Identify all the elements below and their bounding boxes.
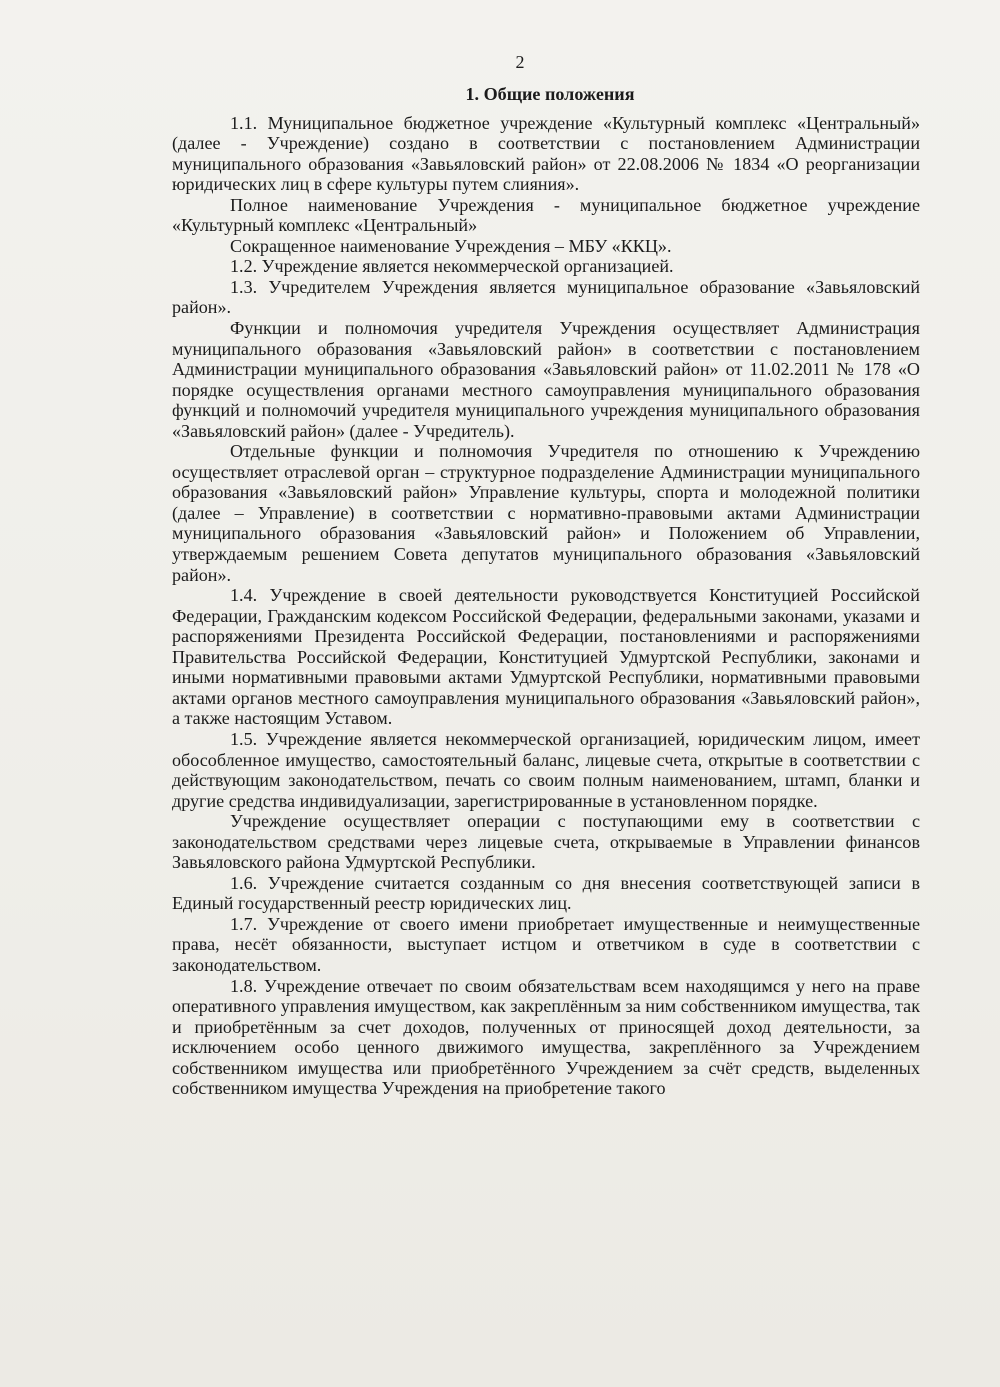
paragraph: 1.2. Учреждение является некоммерческой организацией. [230,256,674,277]
paragraph: 1.1. Муниципальное бюджетное учреждение «Культурный комплекс «Центральный» (далее - Учреждение) создано в соответствии с постановлением Администрации муниципального образования «Завьяловский район» от 22.08.2006 № 1834 «О реорганизации юридических лиц в сфере культуры путем слияния». [172,112,920,195]
paragraph: 1.4. Учреждение в своей деятельности руководствуется Конституцией Российской Федерации, Гражданским кодексом Российской Федерации, федеральными законами, указами и распоряжениями Президента Российской Федерации, постановлениями и распоряжениями Правительства Российской Федерации, Конституцией Удмуртской Республики, законами и иными нормативными правовыми актами Удмуртской Республики, нормативными правовыми актами органов местного самоуправления муниципального образования «Завьяловский район», а также настоящим Уставом. [172,585,920,729]
document-body [172,84,920,1099]
paragraph: Отдельные функции и полномочия Учредителя по отношению к Учреждению осуществляет отраслевой орган – структурное подразделение Администрации муниципального образования «Завьяловский район» Управление культуры, спорта и молодежной политики (далее – Управление) в соответствии с нормативно-правовыми актами Администрации муниципального образования «Завьяловский район» и Положением об Управлении, утверждаемым решением Совета депутатов муниципального образования «Завьяловский район». [172,441,920,585]
section-title: 1. Общие положения [465,84,635,104]
paragraph: 1.7. Учреждение от своего имени приобретает имущественные и неимущественные права, несёт обязанности, выступает истцом и ответчиком в суде в соответствии с законодательством. [172,913,920,975]
paragraph: Сокращенное наименование Учреждения – МБУ «ККЦ». [230,235,672,256]
paragraph: 1.8. Учреждение отвечает по своим обязательствам всем находящимся у него на праве оперативного управления имуществом, как закреплённым за ним собственником имущества, так и приобретённым за счет доходов, полученных от приносящей доход деятельности, за исключением особо ценного движимого имущества, закреплённого за Учреждением собственником имущества или приобретённого Учреждением за счёт средств, выделенных собственником имущества Учреждения на приобретение такого [172,975,920,1099]
paragraph: Учреждение осуществляет операции с поступающими ему в соответствии с законодательством средствами через лицевые счета, открываемые в Управлении финансов Завьяловского района Удмуртской Республики. [172,811,920,873]
paragraph: Полное наименование Учреждения - муниципальное бюджетное учреждение «Культурный комплекс «Центральный» [172,194,920,236]
paragraph: 1.5. Учреждение является некоммерческой организацией, юридическим лицом, имеет обособленное имущество, самостоятельный баланс, лицевые счета, открытые в соответствии с действующим законодательством, печать со своим полным наименованием, штамп, бланки и другие средства индивидуализации, зарегистрированные в установленном порядке. [172,728,920,811]
paragraph: 1.3. Учредителем Учреждения является муниципальное образование «Завьяловский район». [172,276,920,318]
page-number: 2 [515,52,525,72]
paragraph: 1.6. Учреждение считается созданным со дня внесения соответствующей записи в Единый государственный реестр юридических лиц. [172,872,920,914]
paragraph: Функции и полномочия учредителя Учреждения осуществляет Администрация муниципального образования «Завьяловский район» в соответствии с постановлением Администрации муниципального образования «Завьяловский район» от 11.02.2011 № 178 «О порядке осуществления органами местного самоуправления муниципального образования функций и полномочий учредителя муниципального учреждения муниципального образования «Завьяловский район» (далее - Учредитель). [172,318,920,441]
